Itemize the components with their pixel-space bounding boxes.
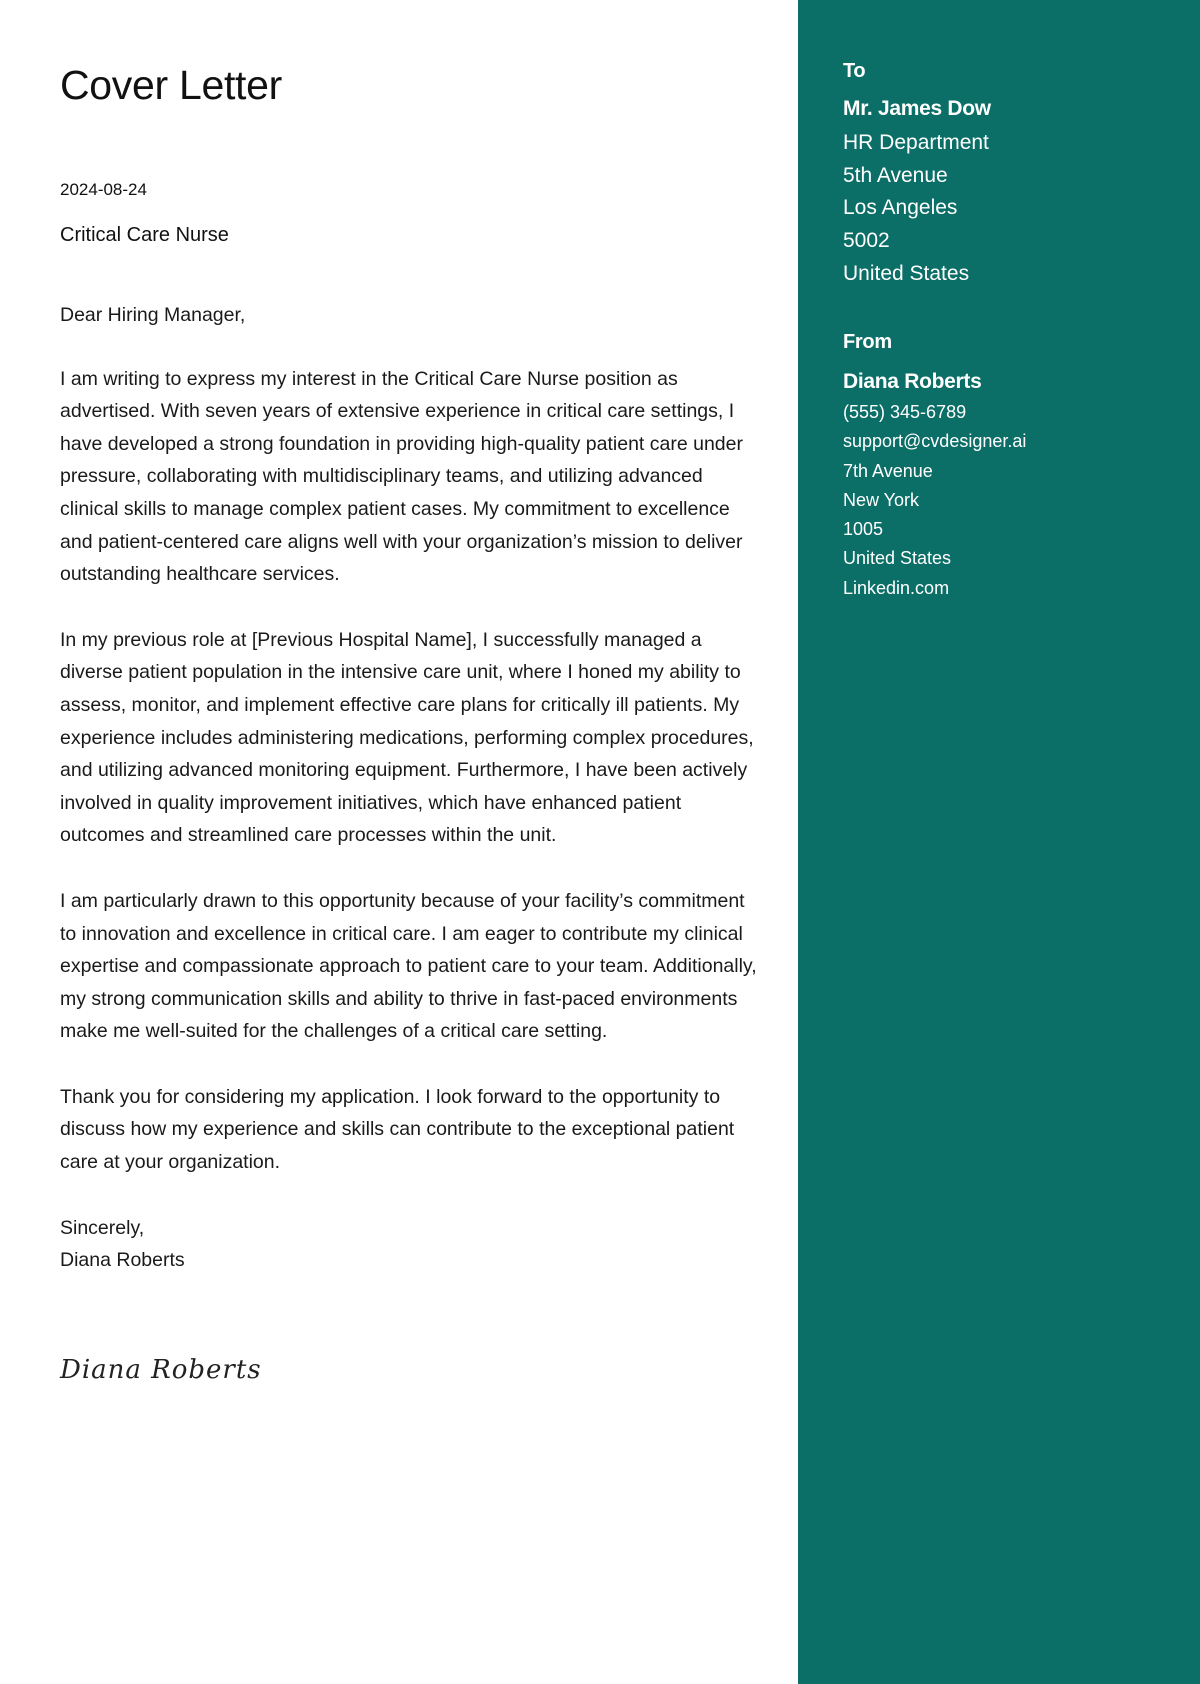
- sender-email: support@cvdesigner.ai: [843, 431, 1027, 452]
- recipient-name: Mr. James Dow: [843, 97, 991, 120]
- contact-sidebar: [798, 0, 1200, 1684]
- closing-block: [60, 1212, 760, 1277]
- letter-paragraph: I am writing to express my interest in the Critical Care Nurse position as advertised. With seven years of extensive experience in critical care settings, I have developed a strong foundation in providing high-quality patient care under pressure, collaborating with multidisciplinary teams, and utilizing advanced clinical skills to manage complex patient cases. My commitment to excellence and patient-centered care aligns well with your organization’s mission to deliver outstanding healthcare services.: [60, 367, 743, 586]
- letter-paragraph: Thank you for considering my application. I look forward to the opportunity to discuss how my experience and skills can contribute to the exceptional patient care at your organization.: [60, 1085, 735, 1174]
- page-title: Cover Letter: [60, 62, 283, 108]
- recipient-street: 5th Avenue: [843, 163, 948, 187]
- sender-heading: From: [843, 331, 892, 353]
- closing-name: Diana Roberts: [60, 1249, 185, 1272]
- recipient-address: [843, 127, 1173, 291]
- letter-paragraph: In my previous role at [Previous Hospital Name], I successfully managed a diverse patient population in the intensive care unit, where I honed my ability to assess, monitor, and implement effective care plans for critically ill patients. My experience includes administering medications, performing complex procedures, and utilizing advanced monitoring equipment. Furthermore, I have been actively involved in quality improvement initiatives, which have enhanced patient outcomes and streamlined care processes within the unit.: [60, 628, 754, 847]
- recipient-postal-code: 5002: [843, 229, 890, 253]
- sender-contact: [843, 398, 1173, 603]
- salutation: Dear Hiring Manager,: [60, 304, 246, 326]
- recipient-city: Los Angeles: [843, 196, 958, 220]
- letter-body: [60, 299, 760, 1310]
- letter-main-column: [60, 0, 760, 1684]
- sender-name: Diana Roberts: [843, 370, 982, 393]
- letter-date: 2024-08-24: [60, 180, 147, 199]
- sender-block: [843, 331, 1173, 603]
- closing-phrase: Sincerely,: [60, 1216, 145, 1239]
- sender-postal-code: 1005: [843, 519, 884, 540]
- sender-phone: (555) 345-6789: [843, 402, 967, 422]
- job-position: Critical Care Nurse: [60, 224, 229, 246]
- recipient-block: [843, 60, 1173, 291]
- sender-website: Linkedin.com: [843, 577, 950, 598]
- letter-paragraph: I am particularly drawn to this opportunity because of your facility’s commitment to innovation and excellence in critical care. I am eager to contribute my clinical expertise and compassionate approach to patient care to your team. Additionally, my strong communication skills and ability to thrive in fast-paced environments make me well-suited for the challenges of a critical care setting.: [60, 889, 757, 1043]
- recipient-heading: To: [843, 60, 866, 82]
- sender-country: United States: [843, 548, 952, 569]
- sender-street: 7th Avenue: [843, 460, 933, 481]
- recipient-country: United States: [843, 261, 970, 285]
- handwritten-signature: Diana Roberts: [60, 1355, 262, 1385]
- sender-city: New York: [843, 489, 920, 510]
- recipient-department: HR Department: [843, 131, 989, 154]
